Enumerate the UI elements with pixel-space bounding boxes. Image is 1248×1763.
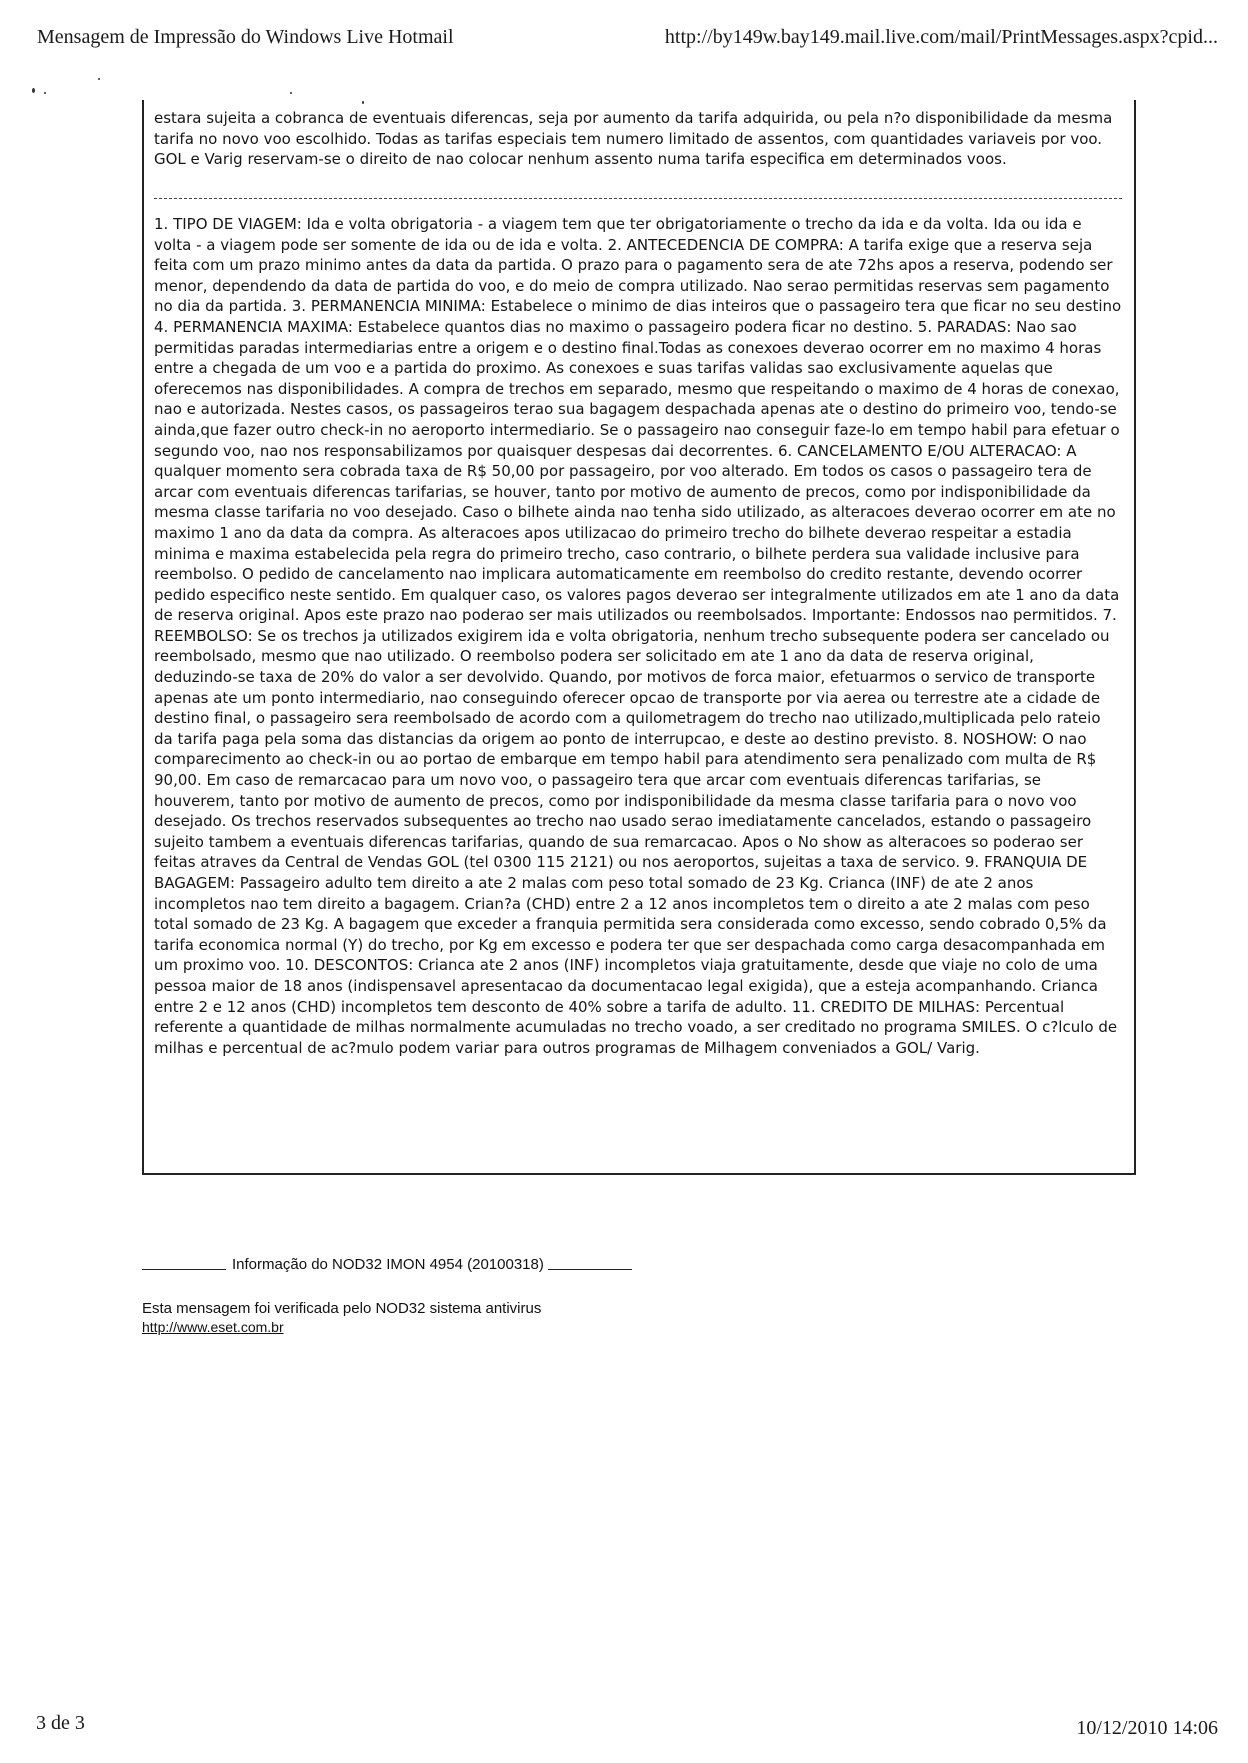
scan-speck: [32, 88, 35, 93]
message-body: [142, 100, 1136, 1175]
dashed-separator: [154, 198, 1122, 199]
page-number: 3 de 3: [36, 1712, 85, 1734]
scan-speck: [290, 92, 292, 94]
nod32-info-line: [142, 1256, 632, 1273]
nod32-verified-text: Esta mensagem foi verificada pelo NOD32 sistema antivirus: [142, 1300, 542, 1317]
print-datetime: 10/12/2010 14:06: [1076, 1717, 1218, 1739]
right-rule: [548, 1268, 632, 1270]
print-header-url: http://by149w.bay149.mail.live.com/mail/PrintMessages.aspx?cpid...: [664, 26, 1218, 48]
left-rule: [142, 1268, 226, 1270]
message-paragraph: estara sujeita a cobranca de eventuais diferencas, seja por aumento da tarifa adquirida, ou pela n?o disponibilidade da mesma tarifa no novo voo escolhido. Todas as tarifas especiais tem numero limitado de assentos, com quantidades variaveis por voo. GOL e Varig reservam-se o direito de nao colocar nenhum assento numa tarifa especifica em determinados voos.: [154, 109, 1113, 169]
scan-speck: [98, 78, 100, 80]
eset-link[interactable]: http://www.eset.com.br: [142, 1319, 284, 1335]
nod32-info-title: Informação do NOD32 IMON 4954 (20100318): [232, 1256, 544, 1273]
print-header-title: Mensagem de Impressão do Windows Live Hotmail: [37, 26, 454, 48]
fare-rules-paragraph: 1. TIPO DE VIAGEM: Ida e volta obrigatoria - a viagem tem que ter obrigatoriamente o trecho da ida e da volta. Ida ou ida e volta - a viagem pode ser somente de ida ou de ida e volta. 2. ANTECEDENCIA DE COMPRA: A tarifa exige que a reserva seja feita com um prazo minimo antes da data da partida. O prazo para o pagamento sera de ate 72hs apos a reserva, podendo ser menor, dependendo da data de partida do voo, e do meio de compra utilizado. Nao serao permitidas reservas sem pagamento no dia da partida. 3. PERMANENCIA MINIMA: Estabelece o minimo de dias inteiros que o passageiro tera que ficar no seu destino 4. PERMANENCIA MAXIMA: Estabelece quantos dias no maximo o passageiro podera ficar no destino. 5. PARADAS: Nao sao permitidas paradas intermediarias entre a origem e o destino final.Todas as conexoes deverao ocorrer em no maximo 4 horas entre a chegada de um voo e a partida do proximo. As conexoes e suas tarifas validas sao exclusivamente aquelas que oferecemos nas disponibilidades. A compra de trechos em separado, mesmo que respeitando o maximo de 4 horas de conexao, nao e autorizada. Nestes casos, os passageiros terao sua bagagem despachada apenas ate o destino do primeiro voo, tendo-se ainda,que fazer outro check-in no aeroporto intermediario. Se o passageiro nao conseguir faze-lo em tempo habil para efetuar o segundo voo, nao nos responsabilizamos por quaisquer despesas dai decorrentes. 6. CANCELAMENTO E/OU ALTERACAO: A qualquer momento sera cobrada taxa de R$ 50,00 por passageiro, por voo alterado. Em todos os casos o passageiro tera de arcar com eventuais diferencas tarifarias, se houver, tanto por motivo de aumento de precos, como por indisponibilidade da mesma classe tarifaria no voo desejado. Caso o bilhete ainda nao tenha sido utilizado, as alteracoes deverao ocorrer em ate no maximo 1 ano da data da compra. As alteracoes apos utilizacao do primeiro trecho do bilhete deverao respeitar a estadia minima e maxima estabelecida pela regra do primeiro trecho, caso contrario, o bilhete perdera sua validade inclusive para reembolso. O pedido de cancelamento nao implicara automaticamente em reembolso do credito restante, devendo ocorrer pedido especifico neste sentido. Em qualquer caso, os valores pagos deverao ser integralmente utilizados em ate 1 ano da data de reserva original. Apos este prazo nao poderao ser mais utilizados ou reembolsados. Importante: Endossos nao permitidos. 7. REEMBOLSO: Se os trechos ja utilizados exigirem ida e volta obrigatoria, nenhum trecho subsequente podera ser cancelado ou reembolsado, mesmo que nao utilizado. O reembolso podera ser solicitado em ate 1 ano da data de reserva original, deduzindo-se taxa de 20% do valor a ser devolvido. Quando, por motivos de forca maior, efetuarmos o servico de transporte apenas ate um ponto intermediario, nao conseguindo oferecer opcao de transporte por via aerea ou terrestre ate a cidade de destino final, o passageiro sera reembolsado de acordo com a quilometragem do trecho nao utilizado,multiplicada pelo rateio da tarifa paga pela soma das distancias da origem ao ponto de interrupcao, e deste ao destino previsto. 8. NOSHOW: O nao comparecimento ao check-in ou ao portao de embarque em tempo habil para atendimento sera penalizado com multa de R$ 90,00. Em caso de remarcacao para um novo voo, o passageiro tera que arcar com eventuais diferencas tarifarias, se houverem, tanto por motivo de aumento de precos, como por indisponibilidade da mesma classe tarifaria para o novo voo desejado. Os trechos reservados subsequentes ao trecho nao usado serao imediatamente cancelados, estando o passageiro sujeito tambem a eventuais diferencas tarifarias, quando de sua remarcacao. Apos o No show as alteracoes so poderao ser feitas atraves da Central de Vendas GOL (tel 0300 115 2121) ou nos aeroportos, sujeitas a taxa de servico. 9. FRANQUIA DE BAGAGEM: Passageiro adulto tem direito a ate 2 malas com peso total somado de 23 Kg. Crianca (INF) de ate 2 anos incompletos nao tem direito a bagagem. Crian?a (CHD) entre 2 a 12 anos incompletos tem o direito a ate 2 malas com peso total somado de 23 Kg. A bagagem que exceder a franquia permitida sera considerada como excesso, sendo cobrado 0,5% da tarifa economica normal (Y) do trecho, por Kg em excesso e podera ter que ser despachada como carga desacompanhada em um proximo voo. 10. DESCONTOS: Crianca ate 2 anos (INF) incompletos viaja gratuitamente, desde que viaje no colo de uma pessoa maior de 18 anos (indispensavel apresentacao da documentacao legal exigida), que a esteja acompanhando. Crianca entre 2 e 12 anos (CHD) incompletos tem desconto de 40% sobre a tarifa de adulto. 11. CREDITO DE MILHAS: Percentual referente a quantidade de milhas normalmente acumuladas no trecho voado, a ser creditado no programa SMILES. O c?lculo de milhas e percentual de ac?mulo podem variar para outros programas de Milhagem conveniados a GOL/ Varig.: [154, 215, 1122, 1057]
scan-speck: [44, 92, 46, 94]
